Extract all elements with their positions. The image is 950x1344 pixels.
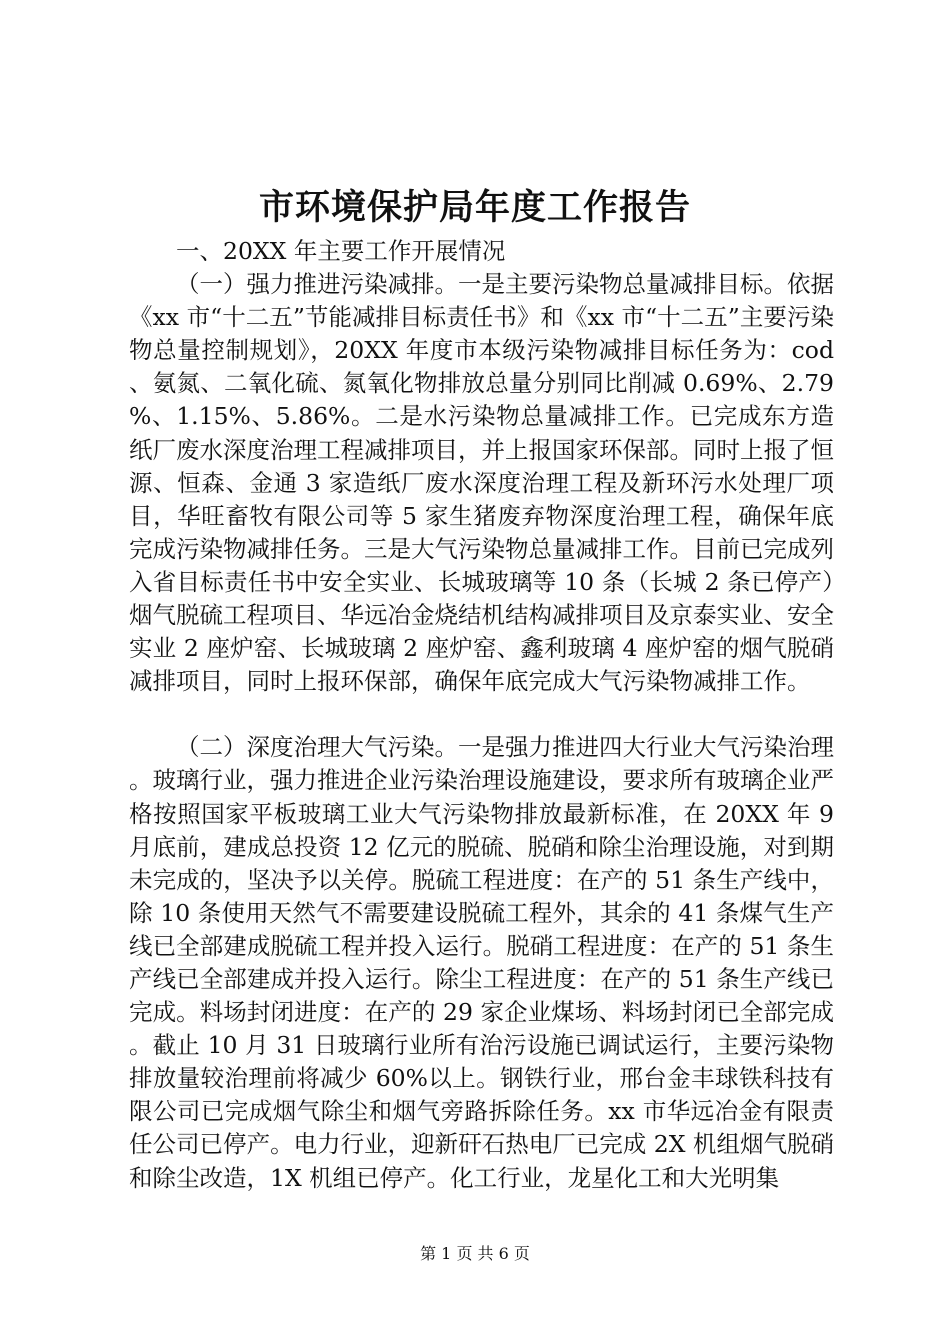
paragraph-1: （一）强力推进污染减排。一是主要污染物总量减排目标。依据《xx 市“十二五”节能减排目标责任书》和《xx 市“十二五”主要污染物总量控制规划》，20XX 年度市本级污染物减排目标任务为：cod、氨氮、二氧化硫、氮氧化物排放总量分别同比削减 0.69%、2.79%、1.15%、5.86%。二是水污染物总量减排工作。已完成东方造纸厂废水深度治理工程减排项目，并上报国家环保部。同时上报了恒源、恒森、金通 3 家造纸厂废水深度治理工程及新环污水处理厂项目，华旺畜牧有限公司等 5 家生猪废弃物深度治理工程，确保年底完成污染物减排任务。三是大气污染物总量减排工作。目前已完成列入省目标责任书中安全实业、长城玻璃等 10 条（长城 2 条已停产）烟气脱硫工程项目、华远冶金烧结机结构减排项目及京泰实业、安全实业 2 座炉窑、长城玻璃 2 座炉窑、鑫利玻璃 4 座炉窑的烟气脱硝减排项目，同时上报环保部，确保年底完成大气污染物减排工作。: [129, 270, 834, 696]
document-body: [129, 235, 834, 1195]
page-number-footer: 第 1 页 共 6 页: [420, 1244, 530, 1263]
paragraph-2: （二）深度治理大气污染。一是强力推进四大行业大气污染治理。玻璃行业，强力推进企业污染治理设施建设，要求所有玻璃企业严格按照国家平板玻璃工业大气污染物排放最新标准，在 20XX 年 9 月底前，建成总投资 12 亿元的脱硫、脱硝和除尘治理设施，对到期未完成的，坚决予以关停。脱硫工程进度：在产的 51 条生产线中，除 10 条使用天然气不需要建设脱硫工程外，其余的 41 条煤气生产线已全部建成脱硫工程并投入运行。脱硝工程进度：在产的 51 条生产线已全部建成并投入运行。除尘工程进度：在产的 51 条生产线已完成。料场封闭进度：在产的 29 家企业煤场、料场封闭已全部完成。截止 10 月 31 日玻璃行业所有治污设施已调试运行，主要污染物排放量较治理前将减少 60%以上。钢铁行业，邢台金丰球铁科技有限公司已完成烟气除尘和烟气旁路拆除任务。xx 市华远冶金有限责任公司已停产。电力行业，迎新矸石热电厂已完成 2X 机组烟气脱硝和除尘改造，1X 机组已停产。化工行业，龙星化工和大光明集: [129, 733, 834, 1192]
page-title: 市环境保护局年度工作报告: [258, 187, 691, 228]
section-heading: 一、20XX 年主要工作开展情况: [176, 237, 506, 265]
